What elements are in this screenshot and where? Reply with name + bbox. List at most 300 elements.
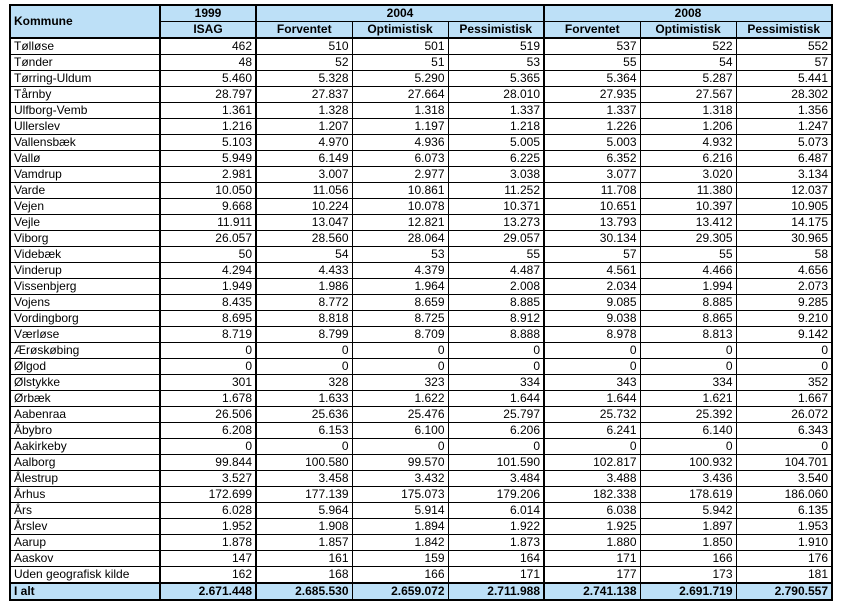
kommune-name: Viborg bbox=[10, 231, 160, 247]
value-cell: 3.134 bbox=[736, 167, 832, 183]
value-cell: 6.073 bbox=[352, 151, 448, 167]
value-cell: 11.708 bbox=[544, 183, 640, 199]
value-cell: 50 bbox=[160, 247, 256, 263]
value-cell: 501 bbox=[352, 38, 448, 55]
value-cell: 12.037 bbox=[736, 183, 832, 199]
kommune-name: Ørbæk bbox=[10, 391, 160, 407]
value-cell: 3.432 bbox=[352, 471, 448, 487]
table-row bbox=[10, 71, 832, 87]
value-cell: 58 bbox=[736, 247, 832, 263]
value-cell: 8.885 bbox=[640, 295, 736, 311]
value-cell: 522 bbox=[640, 38, 736, 55]
value-cell: 0 bbox=[736, 359, 832, 375]
value-cell: 6.135 bbox=[736, 503, 832, 519]
value-cell: 6.206 bbox=[448, 423, 544, 439]
value-cell: 6.225 bbox=[448, 151, 544, 167]
value-cell: 3.488 bbox=[544, 471, 640, 487]
kommune-name: Vejen bbox=[10, 199, 160, 215]
value-cell: 1.994 bbox=[640, 279, 736, 295]
value-cell: 55 bbox=[544, 55, 640, 71]
value-cell: 25.476 bbox=[352, 407, 448, 423]
value-cell: 159 bbox=[352, 551, 448, 567]
value-cell: 26.057 bbox=[160, 231, 256, 247]
value-cell: 102.817 bbox=[544, 455, 640, 471]
value-cell: 9.038 bbox=[544, 311, 640, 327]
value-cell: 3.527 bbox=[160, 471, 256, 487]
value-cell: 52 bbox=[256, 55, 352, 71]
value-cell: 6.216 bbox=[640, 151, 736, 167]
table-row bbox=[10, 551, 832, 567]
table-row bbox=[10, 359, 832, 375]
value-cell: 1.922 bbox=[448, 519, 544, 535]
value-cell: 99.570 bbox=[352, 455, 448, 471]
value-cell: 1.986 bbox=[256, 279, 352, 295]
value-cell: 5.949 bbox=[160, 151, 256, 167]
value-cell: 1.644 bbox=[448, 391, 544, 407]
value-cell: 54 bbox=[640, 55, 736, 71]
value-cell: 3.436 bbox=[640, 471, 736, 487]
value-cell: 173 bbox=[640, 567, 736, 584]
value-cell: 1.897 bbox=[640, 519, 736, 535]
value-cell: 1.894 bbox=[352, 519, 448, 535]
value-cell: 1.318 bbox=[640, 103, 736, 119]
value-cell: 55 bbox=[448, 247, 544, 263]
value-cell: 5.364 bbox=[544, 71, 640, 87]
value-cell: 1.678 bbox=[160, 391, 256, 407]
value-cell: 301 bbox=[160, 375, 256, 391]
value-cell: 4.379 bbox=[352, 263, 448, 279]
header-2008-pessimistisk: Pessimistisk bbox=[736, 22, 832, 39]
table-row bbox=[10, 119, 832, 135]
kommune-name: Vallensbæk bbox=[10, 135, 160, 151]
header-kommune: Kommune bbox=[10, 5, 160, 38]
value-cell: 8.865 bbox=[640, 311, 736, 327]
value-cell: 10.224 bbox=[256, 199, 352, 215]
value-cell: 4.970 bbox=[256, 135, 352, 151]
header-year-2008: 2008 bbox=[544, 5, 832, 22]
value-cell: 166 bbox=[640, 551, 736, 567]
value-cell: 168 bbox=[256, 567, 352, 584]
value-cell: 51 bbox=[352, 55, 448, 71]
value-cell: 1.337 bbox=[448, 103, 544, 119]
value-cell: 1.873 bbox=[448, 535, 544, 551]
value-cell: 57 bbox=[544, 247, 640, 263]
value-cell: 30.134 bbox=[544, 231, 640, 247]
value-cell: 8.799 bbox=[256, 327, 352, 343]
table-row bbox=[10, 263, 832, 279]
total-cell: 2.741.138 bbox=[544, 583, 640, 600]
value-cell: 177.139 bbox=[256, 487, 352, 503]
value-cell: 101.590 bbox=[448, 455, 544, 471]
value-cell: 8.695 bbox=[160, 311, 256, 327]
value-cell: 28.797 bbox=[160, 87, 256, 103]
table-row bbox=[10, 455, 832, 471]
kommune-name: Tønder bbox=[10, 55, 160, 71]
value-cell: 6.153 bbox=[256, 423, 352, 439]
value-cell: 9.142 bbox=[736, 327, 832, 343]
value-cell: 10.397 bbox=[640, 199, 736, 215]
value-cell: 26.506 bbox=[160, 407, 256, 423]
value-cell: 13.273 bbox=[448, 215, 544, 231]
total-cell: 2.790.557 bbox=[736, 583, 832, 600]
kommune-name: Ærøskøbing bbox=[10, 343, 160, 359]
table-row bbox=[10, 199, 832, 215]
value-cell: 8.912 bbox=[448, 311, 544, 327]
value-cell: 11.252 bbox=[448, 183, 544, 199]
total-label: I alt bbox=[10, 583, 160, 600]
value-cell: 8.435 bbox=[160, 295, 256, 311]
value-cell: 100.580 bbox=[256, 455, 352, 471]
value-cell: 0 bbox=[640, 343, 736, 359]
value-cell: 1.910 bbox=[736, 535, 832, 551]
kommune-table bbox=[9, 4, 833, 601]
table-row bbox=[10, 311, 832, 327]
value-cell: 8.978 bbox=[544, 327, 640, 343]
value-cell: 6.038 bbox=[544, 503, 640, 519]
value-cell: 1.218 bbox=[448, 119, 544, 135]
value-cell: 4.656 bbox=[736, 263, 832, 279]
value-cell: 5.942 bbox=[640, 503, 736, 519]
value-cell: 25.392 bbox=[640, 407, 736, 423]
header-isag: ISAG bbox=[160, 22, 256, 39]
value-cell: 8.659 bbox=[352, 295, 448, 311]
kommune-name: Års bbox=[10, 503, 160, 519]
value-cell: 4.433 bbox=[256, 263, 352, 279]
value-cell: 166 bbox=[352, 567, 448, 584]
value-cell: 11.056 bbox=[256, 183, 352, 199]
value-cell: 552 bbox=[736, 38, 832, 55]
table-row bbox=[10, 407, 832, 423]
header-year-1999: 1999 bbox=[160, 5, 256, 22]
value-cell: 1.328 bbox=[256, 103, 352, 119]
value-cell: 28.064 bbox=[352, 231, 448, 247]
total-cell: 2.671.448 bbox=[160, 583, 256, 600]
value-cell: 1.949 bbox=[160, 279, 256, 295]
value-cell: 5.460 bbox=[160, 71, 256, 87]
value-cell: 323 bbox=[352, 375, 448, 391]
kommune-name: Værløse bbox=[10, 327, 160, 343]
value-cell: 13.047 bbox=[256, 215, 352, 231]
value-cell: 9.668 bbox=[160, 199, 256, 215]
value-cell: 25.732 bbox=[544, 407, 640, 423]
value-cell: 5.441 bbox=[736, 71, 832, 87]
value-cell: 328 bbox=[256, 375, 352, 391]
value-cell: 13.412 bbox=[640, 215, 736, 231]
value-cell: 6.343 bbox=[736, 423, 832, 439]
value-cell: 6.028 bbox=[160, 503, 256, 519]
value-cell: 5.328 bbox=[256, 71, 352, 87]
value-cell: 1.621 bbox=[640, 391, 736, 407]
kommune-name: Ålestrup bbox=[10, 471, 160, 487]
value-cell: 164 bbox=[448, 551, 544, 567]
value-cell: 6.100 bbox=[352, 423, 448, 439]
kommune-name: Vejle bbox=[10, 215, 160, 231]
value-cell: 0 bbox=[256, 343, 352, 359]
value-cell: 6.149 bbox=[256, 151, 352, 167]
header-2004-pessimistisk: Pessimistisk bbox=[448, 22, 544, 39]
value-cell: 100.932 bbox=[640, 455, 736, 471]
value-cell: 172.699 bbox=[160, 487, 256, 503]
value-cell: 30.965 bbox=[736, 231, 832, 247]
value-cell: 1.247 bbox=[736, 119, 832, 135]
value-cell: 1.953 bbox=[736, 519, 832, 535]
value-cell: 161 bbox=[256, 551, 352, 567]
value-cell: 27.935 bbox=[544, 87, 640, 103]
value-cell: 1.361 bbox=[160, 103, 256, 119]
value-cell: 1.667 bbox=[736, 391, 832, 407]
header-row-years bbox=[10, 5, 832, 22]
table-row bbox=[10, 167, 832, 183]
value-cell: 177 bbox=[544, 567, 640, 584]
value-cell: 5.003 bbox=[544, 135, 640, 151]
table-row bbox=[10, 503, 832, 519]
header-2008-optimistisk: Optimistisk bbox=[640, 22, 736, 39]
kommune-name: Aakirkeby bbox=[10, 439, 160, 455]
value-cell: 3.484 bbox=[448, 471, 544, 487]
value-cell: 1.206 bbox=[640, 119, 736, 135]
value-cell: 55 bbox=[640, 247, 736, 263]
value-cell: 48 bbox=[160, 55, 256, 71]
kommune-name: Vojens bbox=[10, 295, 160, 311]
value-cell: 3.038 bbox=[448, 167, 544, 183]
value-cell: 99.844 bbox=[160, 455, 256, 471]
value-cell: 2.034 bbox=[544, 279, 640, 295]
value-cell: 5.365 bbox=[448, 71, 544, 87]
value-cell: 10.651 bbox=[544, 199, 640, 215]
value-cell: 0 bbox=[544, 439, 640, 455]
table-row bbox=[10, 38, 832, 55]
value-cell: 1.633 bbox=[256, 391, 352, 407]
value-cell: 0 bbox=[736, 343, 832, 359]
kommune-name: Åbybro bbox=[10, 423, 160, 439]
value-cell: 6.487 bbox=[736, 151, 832, 167]
table-row bbox=[10, 183, 832, 199]
value-cell: 5.914 bbox=[352, 503, 448, 519]
table-row bbox=[10, 135, 832, 151]
value-cell: 3.077 bbox=[544, 167, 640, 183]
kommune-name: Tørring-Uldum bbox=[10, 71, 160, 87]
value-cell: 0 bbox=[256, 439, 352, 455]
value-cell: 8.885 bbox=[448, 295, 544, 311]
value-cell: 1.857 bbox=[256, 535, 352, 551]
value-cell: 519 bbox=[448, 38, 544, 55]
value-cell: 2.981 bbox=[160, 167, 256, 183]
value-cell: 11.911 bbox=[160, 215, 256, 231]
table-row bbox=[10, 151, 832, 167]
value-cell: 5.290 bbox=[352, 71, 448, 87]
value-cell: 3.540 bbox=[736, 471, 832, 487]
value-cell: 0 bbox=[160, 359, 256, 375]
value-cell: 510 bbox=[256, 38, 352, 55]
kommune-name: Ølstykke bbox=[10, 375, 160, 391]
kommune-name: Ullerslev bbox=[10, 119, 160, 135]
value-cell: 13.793 bbox=[544, 215, 640, 231]
table-row bbox=[10, 567, 832, 584]
value-cell: 1.842 bbox=[352, 535, 448, 551]
value-cell: 0 bbox=[352, 359, 448, 375]
value-cell: 8.772 bbox=[256, 295, 352, 311]
value-cell: 171 bbox=[448, 567, 544, 584]
kommune-name: Ulfborg-Vemb bbox=[10, 103, 160, 119]
value-cell: 1.226 bbox=[544, 119, 640, 135]
table-row bbox=[10, 519, 832, 535]
value-cell: 334 bbox=[448, 375, 544, 391]
table-row bbox=[10, 215, 832, 231]
value-cell: 3.458 bbox=[256, 471, 352, 487]
value-cell: 8.813 bbox=[640, 327, 736, 343]
value-cell: 0 bbox=[544, 359, 640, 375]
value-cell: 57 bbox=[736, 55, 832, 71]
value-cell: 5.073 bbox=[736, 135, 832, 151]
value-cell: 5.005 bbox=[448, 135, 544, 151]
table-row bbox=[10, 423, 832, 439]
value-cell: 2.977 bbox=[352, 167, 448, 183]
value-cell: 0 bbox=[160, 343, 256, 359]
value-cell: 176 bbox=[736, 551, 832, 567]
value-cell: 12.821 bbox=[352, 215, 448, 231]
value-cell: 10.050 bbox=[160, 183, 256, 199]
value-cell: 8.709 bbox=[352, 327, 448, 343]
value-cell: 10.861 bbox=[352, 183, 448, 199]
value-cell: 6.208 bbox=[160, 423, 256, 439]
value-cell: 0 bbox=[640, 359, 736, 375]
value-cell: 1.318 bbox=[352, 103, 448, 119]
value-cell: 0 bbox=[448, 359, 544, 375]
total-cell: 2.659.072 bbox=[352, 583, 448, 600]
value-cell: 4.561 bbox=[544, 263, 640, 279]
value-cell: 1.880 bbox=[544, 535, 640, 551]
value-cell: 27.664 bbox=[352, 87, 448, 103]
kommune-name: Vissenbjerg bbox=[10, 279, 160, 295]
value-cell: 6.140 bbox=[640, 423, 736, 439]
value-cell: 27.837 bbox=[256, 87, 352, 103]
value-cell: 6.241 bbox=[544, 423, 640, 439]
table-row bbox=[10, 487, 832, 503]
value-cell: 10.371 bbox=[448, 199, 544, 215]
value-cell: 10.905 bbox=[736, 199, 832, 215]
value-cell: 5.103 bbox=[160, 135, 256, 151]
kommune-name: Tårnby bbox=[10, 87, 160, 103]
value-cell: 1.216 bbox=[160, 119, 256, 135]
value-cell: 28.302 bbox=[736, 87, 832, 103]
value-cell: 8.888 bbox=[448, 327, 544, 343]
table-row bbox=[10, 391, 832, 407]
kommune-name: Vordingborg bbox=[10, 311, 160, 327]
value-cell: 1.207 bbox=[256, 119, 352, 135]
value-cell: 28.010 bbox=[448, 87, 544, 103]
value-cell: 1.197 bbox=[352, 119, 448, 135]
kommune-name: Tølløse bbox=[10, 38, 160, 55]
value-cell: 1.622 bbox=[352, 391, 448, 407]
table-row bbox=[10, 439, 832, 455]
kommune-name: Aalborg bbox=[10, 455, 160, 471]
table-row bbox=[10, 87, 832, 103]
total-cell: 2.691.719 bbox=[640, 583, 736, 600]
table-row bbox=[10, 535, 832, 551]
value-cell: 537 bbox=[544, 38, 640, 55]
table-row bbox=[10, 343, 832, 359]
kommune-name: Aarup bbox=[10, 535, 160, 551]
value-cell: 0 bbox=[352, 439, 448, 455]
value-cell: 2.073 bbox=[736, 279, 832, 295]
value-cell: 179.206 bbox=[448, 487, 544, 503]
value-cell: 352 bbox=[736, 375, 832, 391]
table-row bbox=[10, 55, 832, 71]
table-row bbox=[10, 327, 832, 343]
value-cell: 4.294 bbox=[160, 263, 256, 279]
value-cell: 53 bbox=[448, 55, 544, 71]
value-cell: 9.210 bbox=[736, 311, 832, 327]
table-row bbox=[10, 247, 832, 263]
value-cell: 162 bbox=[160, 567, 256, 584]
value-cell: 175.073 bbox=[352, 487, 448, 503]
kommune-name: Årslev bbox=[10, 519, 160, 535]
value-cell: 5.964 bbox=[256, 503, 352, 519]
value-cell: 334 bbox=[640, 375, 736, 391]
value-cell: 1.964 bbox=[352, 279, 448, 295]
value-cell: 462 bbox=[160, 38, 256, 55]
header-2004-optimistisk: Optimistisk bbox=[352, 22, 448, 39]
value-cell: 1.337 bbox=[544, 103, 640, 119]
total-cell: 2.711.988 bbox=[448, 583, 544, 600]
value-cell: 1.952 bbox=[160, 519, 256, 535]
value-cell: 8.719 bbox=[160, 327, 256, 343]
value-cell: 28.560 bbox=[256, 231, 352, 247]
value-cell: 27.567 bbox=[640, 87, 736, 103]
value-cell: 0 bbox=[736, 439, 832, 455]
value-cell: 53 bbox=[352, 247, 448, 263]
table-row bbox=[10, 471, 832, 487]
value-cell: 1.644 bbox=[544, 391, 640, 407]
value-cell: 26.072 bbox=[736, 407, 832, 423]
value-cell: 3.007 bbox=[256, 167, 352, 183]
value-cell: 147 bbox=[160, 551, 256, 567]
kommune-name: Vamdrup bbox=[10, 167, 160, 183]
value-cell: 9.285 bbox=[736, 295, 832, 311]
table-row bbox=[10, 231, 832, 247]
value-cell: 25.797 bbox=[448, 407, 544, 423]
value-cell: 6.014 bbox=[448, 503, 544, 519]
value-cell: 0 bbox=[352, 343, 448, 359]
value-cell: 178.619 bbox=[640, 487, 736, 503]
value-cell: 1.908 bbox=[256, 519, 352, 535]
kommune-name: Videbæk bbox=[10, 247, 160, 263]
table-row bbox=[10, 279, 832, 295]
value-cell: 29.057 bbox=[448, 231, 544, 247]
kommune-name: Århus bbox=[10, 487, 160, 503]
value-cell: 8.818 bbox=[256, 311, 352, 327]
value-cell: 9.085 bbox=[544, 295, 640, 311]
value-cell: 1.925 bbox=[544, 519, 640, 535]
value-cell: 181 bbox=[736, 567, 832, 584]
total-cell: 2.685.530 bbox=[256, 583, 352, 600]
kommune-name: Uden geografisk kilde bbox=[10, 567, 160, 584]
value-cell: 2.008 bbox=[448, 279, 544, 295]
total-row bbox=[10, 583, 832, 600]
value-cell: 1.850 bbox=[640, 535, 736, 551]
kommune-name: Varde bbox=[10, 183, 160, 199]
value-cell: 0 bbox=[640, 439, 736, 455]
value-cell: 0 bbox=[448, 439, 544, 455]
kommune-name: Aabenraa bbox=[10, 407, 160, 423]
kommune-name: Ølgod bbox=[10, 359, 160, 375]
kommune-name: Vinderup bbox=[10, 263, 160, 279]
value-cell: 4.466 bbox=[640, 263, 736, 279]
value-cell: 4.487 bbox=[448, 263, 544, 279]
value-cell: 186.060 bbox=[736, 487, 832, 503]
value-cell: 8.725 bbox=[352, 311, 448, 327]
value-cell: 171 bbox=[544, 551, 640, 567]
